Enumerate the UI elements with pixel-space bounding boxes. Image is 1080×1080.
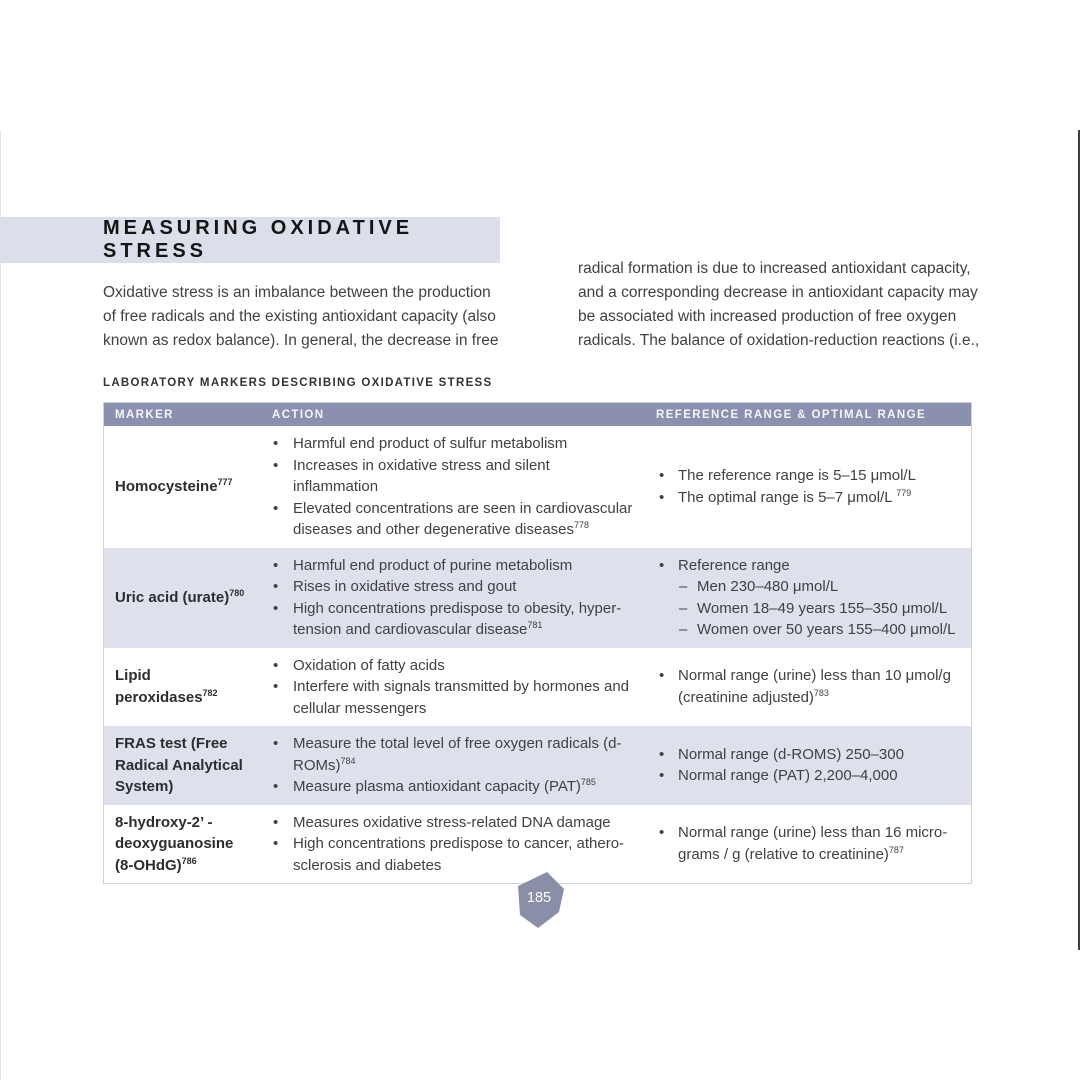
list-item: • Reference range: [649, 555, 961, 577]
reference-cell: [649, 548, 971, 648]
column-header-marker: MARKER: [115, 408, 174, 421]
reference-superscript: 780: [229, 587, 245, 598]
bullet-marker: •: [659, 745, 665, 763]
reference-superscript: 778: [574, 520, 590, 530]
intro-paragraph-left: [103, 281, 503, 353]
reference-superscript: 782: [202, 687, 218, 698]
table-body: [104, 426, 971, 883]
list-item: • High concentrations predispose to obesity, hypertension and cardiovascular disease$^{781}$: [273, 599, 622, 638]
list-item: • Rises in oxidative stress and gout: [259, 576, 633, 598]
table-row: [104, 426, 971, 548]
sub-item: – Women 18–49 years 155–350 μmol/L: [649, 598, 961, 620]
list-item: • High concentrations predispose to cancer, atherosclerosis and diabetes: [273, 835, 625, 874]
bullet-marker: •: [659, 467, 665, 485]
reference-superscript: 777: [217, 477, 233, 487]
list-item: • Interfere with signals transmitted by hormones and cellular messengers: [273, 678, 629, 717]
reference-superscript: 779: [896, 487, 912, 498]
marker-cell: [104, 648, 259, 727]
table-row: [104, 648, 971, 727]
intro-line: of free radicals and the existing antioxidant capacity (also: [103, 308, 496, 325]
action-cell: [259, 548, 649, 648]
bullet-marker: •: [273, 778, 279, 795]
list-item: • Elevated concentrations are seen in cardiovascular diseases and other degenerative diseases$^{778}$: [273, 499, 633, 538]
bullet-marker: •: [273, 835, 279, 852]
table-title: LABORATORY MARKERS DESCRIBING OXIDATIVE STRESS: [103, 377, 493, 389]
list-item: • Harmful end product of sulfur metabolism: [259, 433, 633, 455]
list-item: • Increases in oxidative stress and silent inflammation: [273, 456, 550, 495]
marker-name: FRAS test (Free Radical Analytical System): [115, 735, 243, 795]
intro-line: and a corresponding decrease in antioxidant capacity may: [578, 284, 978, 301]
bullet-marker: •: [273, 556, 279, 574]
page-number-badge: [516, 872, 566, 928]
reference-cell: [649, 805, 971, 884]
bullet-marker: •: [273, 456, 279, 474]
list-item: • Harmful end product of purine metabolism: [259, 555, 633, 577]
page-title: MEASURING OXIDATIVE STRESS: [103, 217, 414, 262]
reference-superscript: 781: [527, 620, 543, 630]
list-item: • Normal range (PAT) 2,200–4,000: [649, 765, 961, 787]
list-item: • Normal range (urine) less than 10 μmol/g (creatinine adjusted)$^{783}$: [659, 667, 951, 706]
table-row: [104, 548, 971, 648]
sub-item: – Women over 50 years 155–400 μmol/L: [649, 619, 961, 641]
dash-marker: –: [679, 578, 688, 595]
reference-superscript: 785: [580, 777, 596, 787]
sub-item: – Men 230–480 μmol/L: [649, 576, 961, 598]
intro-line: Oxidative stress is an imbalance between the production: [103, 284, 491, 301]
bullet-marker: •: [273, 578, 279, 595]
intro-line: known as redox balance). In general, the decrease in free: [103, 332, 499, 349]
bullet-marker: •: [273, 499, 279, 517]
reference-cell: [649, 648, 971, 727]
marker-cell: [104, 805, 259, 884]
marker-name: Homocysteine$^{777}$: [115, 477, 233, 495]
reference-superscript: 783: [813, 687, 829, 698]
bullet-marker: •: [659, 556, 665, 574]
list-item: • Normal range (d-ROMS) 250–300: [649, 744, 961, 766]
intro-paragraph-right: [578, 257, 980, 353]
table-header-row: [104, 403, 971, 426]
page-edge-left: [0, 130, 1, 1080]
section-header-bar: [0, 217, 500, 263]
bullet-marker: •: [273, 813, 279, 831]
bullet-marker: •: [273, 656, 279, 674]
action-cell: [259, 726, 649, 805]
list-item: • Normal range (urine) less than 16 micrograms / g (relative to creatinine)$^{787}$: [659, 824, 948, 863]
bullet-marker: •: [659, 667, 665, 685]
bullet-marker: •: [273, 678, 279, 695]
reference-superscript: 784: [340, 755, 356, 766]
action-cell: [259, 648, 649, 727]
intro-line: be associated with increased production of free oxygen: [578, 308, 957, 325]
marker-name: Lipid peroxidases$^{782}$: [115, 667, 218, 706]
marker-name: 8-hydroxy-2’ -deoxyguanosine (8-OHdG)$^{786}$: [115, 813, 234, 874]
bullet-marker: •: [659, 488, 665, 506]
marker-cell: [104, 548, 259, 648]
reference-cell: [649, 726, 971, 805]
reference-superscript: 787: [888, 844, 904, 855]
column-header-reference: REFERENCE RANGE & OPTIMAL RANGE: [656, 408, 927, 421]
list-item: • The optimal range is 5–7 μmol/L $^{779}$: [649, 487, 961, 509]
reference-superscript: 786: [181, 855, 197, 866]
marker-name: Uric acid (urate)$^{780}$: [115, 587, 245, 606]
list-item: • The reference range is 5–15 μmol/L: [649, 465, 961, 487]
bullet-marker: •: [659, 824, 665, 842]
marker-cell: [104, 426, 259, 548]
bullet-marker: •: [273, 435, 279, 452]
bullet-marker: •: [659, 767, 665, 785]
intro-line: radical formation is due to increased antioxidant capacity,: [578, 260, 971, 277]
dash-marker: –: [679, 599, 688, 617]
reference-cell: [649, 426, 971, 548]
intro-line: radicals. The balance of oxidation-reduction reactions (i.e.,: [578, 332, 980, 349]
markers-table: [103, 402, 972, 884]
dash-marker: –: [679, 621, 688, 638]
marker-cell: [104, 726, 259, 805]
bullet-marker: •: [273, 599, 279, 617]
list-item: • Oxidation of fatty acids: [259, 655, 633, 677]
list-item: • Measures oxidative stress-related DNA damage: [259, 812, 633, 834]
action-cell: [259, 805, 649, 884]
action-cell: [259, 426, 649, 548]
bullet-marker: •: [273, 735, 279, 752]
table-row: [104, 726, 971, 805]
column-header-action: ACTION: [272, 408, 325, 421]
list-item: • Measure the total level of free oxygen radicals (d-ROMs)$^{784}$: [273, 735, 622, 774]
page-number: 185: [526, 889, 552, 906]
list-item: • Measure plasma antioxidant capacity (PAT)$^{785}$: [259, 776, 633, 798]
